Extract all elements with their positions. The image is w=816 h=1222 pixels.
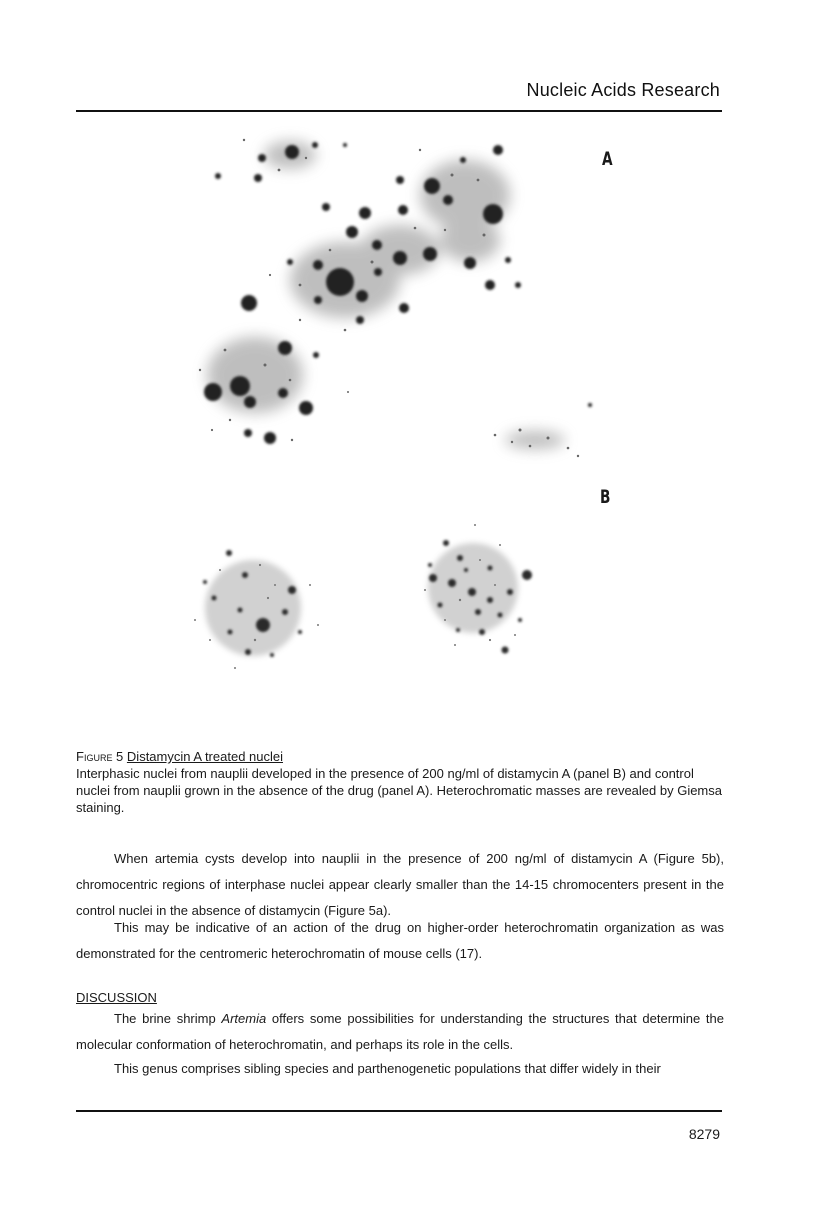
panel-b-label: B xyxy=(600,486,611,508)
caption-text: Interphasic nuclei from nauplii developed in the presence of 200 ng/ml of distamycin A (panel B) and control nuclei from nauplii grown in the absence of the drug (panel A). Heterochromatic masses are revealed by Giemsa staining. xyxy=(76,766,722,815)
figure-caption xyxy=(76,748,726,816)
paragraph-text: This may be indicative of an action of the drug on higher-order heterochromatin organization as was demonstrated for the centromeric heterochromatin of mouse cells (17). xyxy=(76,920,724,961)
text-run: offers some possibilities for understanding the structures that determine the molecular conformation of heterochromatin, and perhaps its role in the cells. xyxy=(76,1011,724,1052)
panel-a-nuclei xyxy=(207,141,565,449)
section-heading-discussion: DISCUSSION xyxy=(76,990,157,1005)
text-run: The brine shrimp xyxy=(114,1011,222,1026)
caption-title: Distamycin A treated nuclei xyxy=(126,749,283,764)
paragraph-text xyxy=(76,1006,724,1058)
genus-name: Artemia xyxy=(221,1011,267,1026)
paragraph-text: This genus comprises sibling species and parthenogenetic populations that differ widely in their xyxy=(114,1061,661,1076)
paragraph-results xyxy=(76,846,724,924)
panel-a-label: A xyxy=(602,148,613,170)
page-number: 8279 xyxy=(688,1126,720,1142)
paragraph-interpretation xyxy=(76,915,724,967)
caption-heading xyxy=(76,748,726,765)
journal-title: Nucleic Acids Research xyxy=(526,80,720,100)
paragraph-text: When artemia cysts develop into nauplii in the presence of 200 ng/ml of distamycin A (Figure 5b), chromocentric regions of interphase nuclei appear clearly smaller than the 14-15 chromocenters present in the control nuclei in the absence of distamycin (Figure 5a). xyxy=(76,851,724,918)
paragraph-discussion-2 xyxy=(76,1056,724,1082)
panel-b-nuclei xyxy=(205,543,518,656)
paragraph-discussion-1 xyxy=(76,1006,724,1058)
footer-rule xyxy=(76,1110,722,1112)
caption-label: Figure 5 xyxy=(76,749,124,764)
